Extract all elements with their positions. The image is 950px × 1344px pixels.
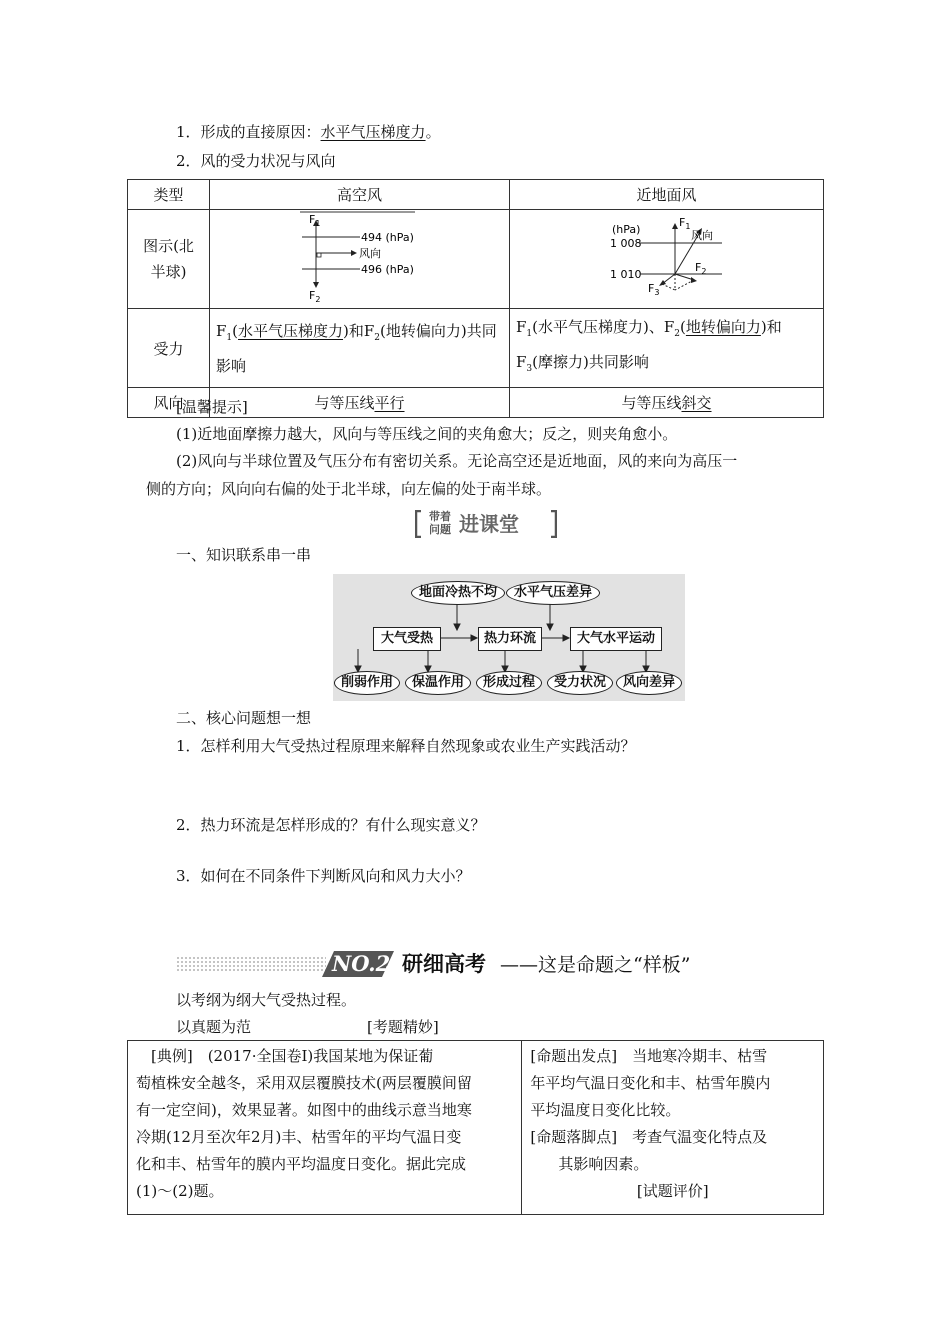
line-cause-prefix: 1．形成的直接原因： (176, 123, 321, 141)
ground-f3-label: $F_3$ (648, 282, 660, 297)
header-type: 类型 (128, 180, 210, 210)
intro-line-1: 以考纲为纲大气受热过程。 (176, 991, 357, 1009)
ground-wind-direction: 与等压线斜交 (510, 388, 824, 418)
banner-no2-text: NO.2 (332, 951, 391, 976)
high-f1-label: $F_1$ (309, 213, 321, 228)
banner-small-bottom: 问题 (429, 523, 451, 536)
high-wind-diagram (210, 210, 509, 304)
ground-f1-label: $F_1$ (679, 216, 691, 231)
exam-left-line: 萄植株安全越冬，采用双层覆膜技术(两层覆膜间留 (136, 1074, 472, 1092)
ground-f2-label: $F_2$ (695, 261, 707, 276)
ground-wind-force: $F_1$(水平气压梯度力)、$F_2$(地转偏向力)和$F_3$(摩擦力)共同影响 (510, 309, 824, 388)
ground-pressure-1010: 1 010 (610, 268, 642, 281)
high-wind-direction-label: 风向 (359, 247, 381, 260)
row-label-direction: 风向 (128, 388, 210, 418)
exam-example-table (127, 1040, 824, 1215)
line-cause-answer: 水平气压梯度力 (320, 123, 426, 141)
dotted-pattern (176, 956, 326, 972)
node-atmospheric-heating: 大气受热 (373, 627, 441, 651)
exam-left-line: [典例] (2017·全国卷Ⅰ)我国某地为保证葡 (136, 1047, 434, 1065)
tip-1: (1)近地面摩擦力越大，风向与等压线之间的夹角愈大；反之，则夹角愈小。 (176, 425, 678, 443)
exam-left-line: 化和丰、枯雪年的膜内平均温度日变化。据此完成 (136, 1155, 467, 1173)
ground-wind-direction-label: 风向 (691, 229, 713, 242)
node-insulation-effect: 保温作用 (405, 671, 471, 695)
node-wind-direction-difference: 风向差异 (616, 671, 682, 695)
tip-2-line-2: 侧的方向；风向向右偏的处于北半球，向左偏的处于南半球。 (146, 480, 552, 498)
node-force-status: 受力状况 (547, 671, 613, 695)
tip-2-line-1: (2)风向与半球位置及气压分布有密切关系。无论高空还是近地面，风的来向为高压一 (176, 452, 738, 470)
line-cause-suffix: 。 (425, 123, 441, 141)
row-label-diagram: 图示(北半球) (128, 210, 210, 309)
question-2: 2．热力环流是怎样形成的？有什么现实意义？ (176, 816, 486, 834)
exam-analysis-text (522, 1041, 824, 1215)
wind-comparison-table (127, 179, 824, 418)
node-uneven-heating: 地面冷热不均 (411, 581, 505, 605)
exam-right-line: 年平均气温日变化和丰、枯雪年膜内 (530, 1074, 771, 1092)
line-cause (176, 121, 441, 142)
high-wind-diagram-cell (210, 210, 510, 309)
exam-question-text (128, 1041, 522, 1215)
line-force-heading: 2．风的受力状况与风向 (176, 152, 336, 170)
tips-title: [温馨提示] (176, 398, 248, 416)
ground-wind-diagram-cell (510, 210, 824, 309)
node-thermal-circulation: 热力环流 (478, 627, 542, 651)
banner-dotted-strip (176, 956, 326, 972)
exam-left-line: 有一定空间)，效果显著。如图中的曲线示意当地寒 (136, 1101, 472, 1119)
question-3: 3．如何在不同条件下判断风向和风力大小？ (176, 867, 471, 885)
high-wind-direction: 与等压线平行 (210, 388, 510, 418)
banner-study-exam: 研细高考 (402, 952, 486, 976)
intro-line-2: 以真题为范 (176, 1018, 252, 1036)
high-pressure-496: 496 (hPa) (361, 263, 414, 276)
banner-small-top: 带着 (429, 510, 451, 523)
high-wind-force: $F_1$(水平气压梯度力)和$F_2$(地转偏向力)共同影响 (210, 309, 510, 388)
high-pressure-494: 494 (hPa) (361, 231, 414, 244)
header-ground-wind: 近地面风 (510, 180, 824, 210)
node-formation-process: 形成过程 (476, 671, 542, 695)
exam-right-line: 平均温度日变化比较。 (530, 1101, 681, 1119)
banner-into-class (415, 510, 557, 538)
ground-wind-diagram (510, 210, 823, 304)
ground-unit-label: (hPa) (612, 223, 641, 236)
node-horizontal-motion: 大气水平运动 (570, 627, 662, 651)
intro-exam-wonder: [考题精妙] (367, 1018, 439, 1036)
header-high-wind: 高空风 (210, 180, 510, 210)
exam-left-line: 冷期(12月至次年2月)丰、枯雪年的平均气温日变 (136, 1128, 462, 1146)
banner-big-text: 进课堂 (459, 512, 519, 536)
exam-left-line: (1)～(2)题。 (136, 1182, 224, 1200)
node-horizontal-pressure-difference: 水平气压差异 (506, 581, 600, 605)
exam-evaluation-label: [试题评价] (636, 1182, 709, 1200)
banner-no2-badge (322, 951, 394, 977)
question-1: 1．怎样利用大气受热过程原理来解释自然现象或农业生产实践活动？ (176, 737, 636, 755)
node-weakening-effect: 削弱作用 (334, 671, 400, 695)
high-f2-label: $F_2$ (309, 289, 321, 304)
ground-pressure-1008: 1 008 (610, 237, 642, 250)
banner-subtitle: ——这是命题之“样板” (500, 954, 691, 976)
exam-right-line: 其影响因素。 (558, 1155, 649, 1173)
row-label-force: 受力 (128, 309, 210, 388)
exam-right-line: [命题出发点] 当地寒冷期丰、枯雪 (530, 1047, 768, 1065)
concept-map (333, 574, 685, 701)
exam-right-line: [命题落脚点] 考查气温变化特点及 (530, 1128, 768, 1146)
section-core-questions: 二、核心问题想一想 (176, 709, 312, 727)
section-knowledge-link: 一、知识联系串一串 (176, 546, 312, 564)
